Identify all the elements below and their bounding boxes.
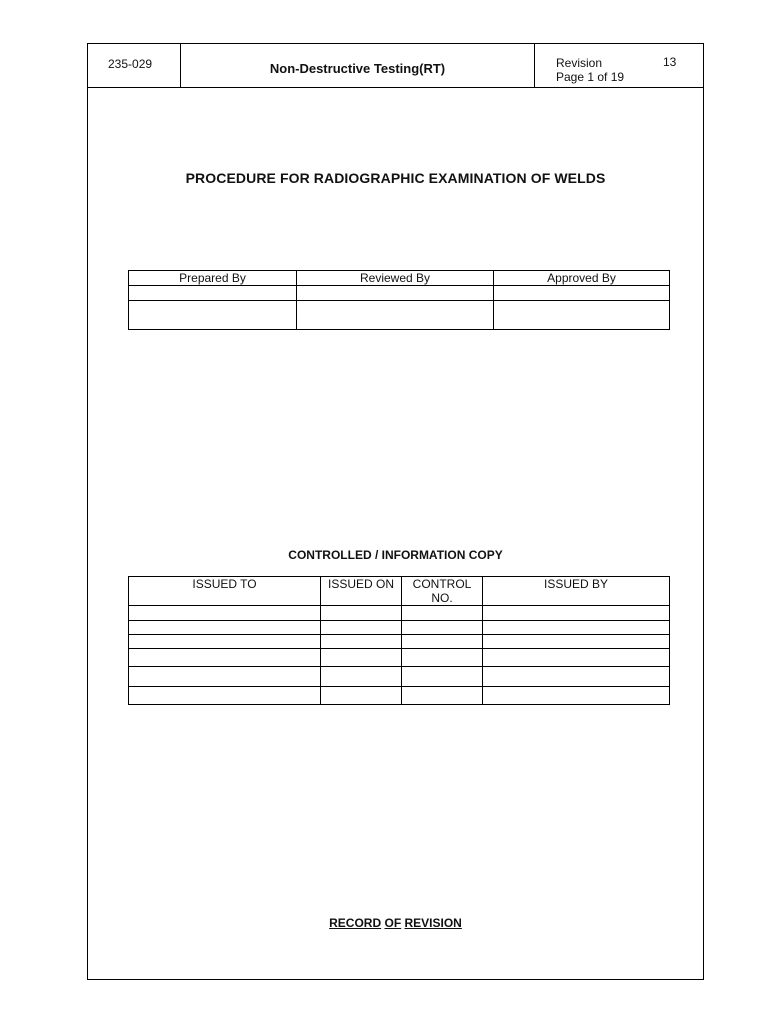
revision-label: Revision	[556, 56, 603, 70]
table-cell	[402, 621, 483, 635]
approval-header-row	[129, 271, 670, 286]
table-cell	[321, 621, 402, 635]
table-cell	[483, 621, 670, 635]
table-cell	[483, 635, 670, 649]
table-cell	[321, 635, 402, 649]
document-page	[87, 43, 704, 980]
approval-table	[128, 270, 670, 330]
table-cell	[129, 635, 321, 649]
table-cell	[321, 649, 402, 667]
document-number: 235-029	[88, 44, 181, 87]
issue-header-row	[129, 577, 670, 606]
reviewed-by-cell	[297, 286, 494, 301]
table-row	[129, 635, 670, 649]
issue-table	[128, 576, 670, 705]
table-row	[129, 649, 670, 667]
table-cell	[129, 606, 321, 621]
table-cell	[402, 606, 483, 621]
control-no-header: CONTROL NO.	[402, 577, 483, 606]
table-cell	[402, 635, 483, 649]
approved-by-header: Approved By	[494, 271, 670, 286]
table-cell	[483, 687, 670, 705]
table-cell	[321, 687, 402, 705]
table-cell	[483, 667, 670, 687]
approval-name-row	[129, 286, 670, 301]
table-cell	[402, 649, 483, 667]
table-cell	[129, 687, 321, 705]
header-title: Non-Destructive Testing(RT)	[181, 44, 535, 87]
issued-by-header: ISSUED BY	[483, 577, 670, 606]
approved-by-cell	[494, 286, 670, 301]
prepared-by-signature	[129, 301, 297, 330]
table-cell	[402, 667, 483, 687]
reviewed-by-signature	[297, 301, 494, 330]
table-cell	[129, 621, 321, 635]
prepared-by-cell	[129, 286, 297, 301]
revision-number: 13	[663, 55, 677, 69]
issued-to-header: ISSUED TO	[129, 577, 321, 606]
revision-block	[535, 44, 705, 87]
table-cell	[483, 649, 670, 667]
table-cell	[129, 667, 321, 687]
controlled-copy-heading: CONTROLLED / INFORMATION COPY	[288, 548, 503, 562]
table-cell	[129, 649, 321, 667]
revision-word: REVISION	[404, 916, 462, 930]
table-cell	[402, 687, 483, 705]
table-row	[129, 687, 670, 705]
page-indicator: Page 1 of 19	[556, 70, 625, 84]
procedure-title: PROCEDURE FOR RADIOGRAPHIC EXAMINATION OF WELDS	[185, 170, 606, 186]
document-header	[88, 44, 703, 88]
prepared-by-header: Prepared By	[129, 271, 297, 286]
approved-by-signature	[494, 301, 670, 330]
table-row	[129, 621, 670, 635]
table-row	[129, 667, 670, 687]
table-cell	[321, 667, 402, 687]
approval-signature-row	[129, 301, 670, 330]
record-of-revision-heading	[88, 916, 703, 930]
table-cell	[321, 606, 402, 621]
issued-on-header: ISSUED ON	[321, 577, 402, 606]
table-cell	[483, 606, 670, 621]
table-row	[129, 606, 670, 621]
of-word: OF	[384, 916, 402, 930]
record-word: RECORD	[329, 916, 382, 930]
reviewed-by-header: Reviewed By	[297, 271, 494, 286]
